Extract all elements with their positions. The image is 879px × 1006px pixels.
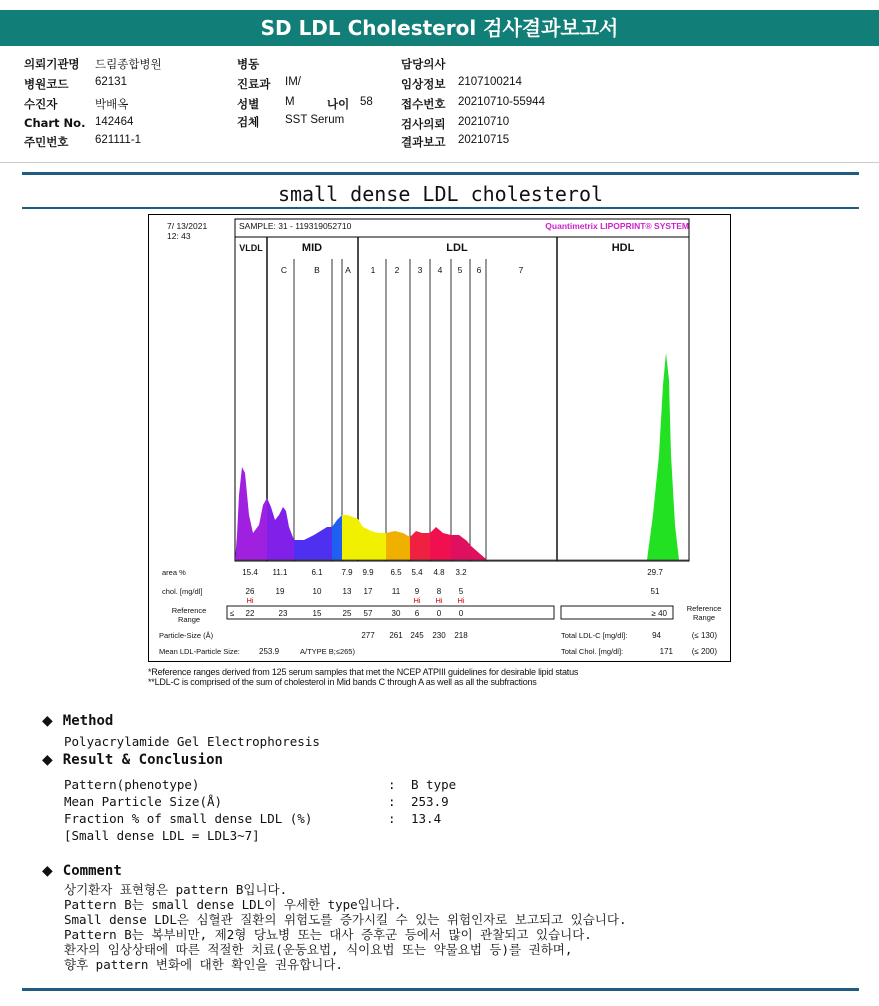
result-label-fraction: Fraction % of small dense LDL (%) xyxy=(64,811,313,826)
info-divider xyxy=(0,162,879,163)
document-title: small dense LDL cholesterol xyxy=(277,182,604,206)
ldl2-area xyxy=(386,531,410,560)
area-value: 4.8 xyxy=(433,568,445,577)
chart-svg xyxy=(149,215,732,663)
chol-value: 13 xyxy=(342,587,352,596)
label-report-date: 결과보고 xyxy=(401,135,446,149)
band-label: 1 xyxy=(370,265,376,275)
chol-value: 10 xyxy=(312,587,322,596)
label-department: 진료과 xyxy=(237,77,271,91)
chol-value: 19 xyxy=(275,587,285,596)
hi-flag: Hi xyxy=(435,596,443,605)
ldl1-area xyxy=(342,515,386,560)
result-colon-2: : xyxy=(388,794,396,809)
ldl4-area xyxy=(430,527,451,560)
comment-line-3: Small dense LDL은 심혈관 질환의 위험도를 증가시킬 수 있는 위험인자로 보고되고 있습니다. xyxy=(64,912,627,927)
ref-value: 0 xyxy=(436,609,442,618)
result-value-pattern: B type xyxy=(411,777,457,792)
label-ward: 병동 xyxy=(237,57,260,71)
label-age: 나이 xyxy=(327,97,350,111)
ref-value: 57 xyxy=(363,609,373,618)
mean-value: 253.9 xyxy=(259,647,280,656)
comment-line-6: 향후 pattern 변화에 대한 확인을 권유합니다. xyxy=(64,957,343,972)
label-request-date: 검사의뢰 xyxy=(401,117,446,131)
area-value: 3.2 xyxy=(455,568,467,577)
ldl5-area xyxy=(451,535,470,560)
particle-label: Particle-Size (Å) xyxy=(159,631,214,640)
total-ldl-label: Total LDL-C [mg/dl]: xyxy=(561,631,628,640)
band-a-area xyxy=(332,515,342,560)
ref-prefix: ≤ xyxy=(230,609,235,618)
comment-heading xyxy=(42,863,122,879)
value-age: 58 xyxy=(360,96,373,108)
value-department: IM/ xyxy=(285,76,301,88)
hdl-area-value: 29.7 xyxy=(647,568,663,577)
chol-value: 26 xyxy=(245,587,255,596)
band-c-area xyxy=(267,498,294,560)
footnote-2: **LDL-C is comprised of the sum of cholesterol in Mid bands C through A as well as all the subfractions xyxy=(148,677,537,687)
bottom-rule xyxy=(22,988,859,991)
comment-line-1: 상기환자 표현형은 pattern B입니다. xyxy=(64,882,288,897)
method-heading xyxy=(42,713,113,729)
hdl-area xyxy=(647,353,679,560)
band-label: 2 xyxy=(394,265,400,275)
mean-label: Mean LDL-Particle Size: xyxy=(159,647,240,656)
diamond-icon: ◆ xyxy=(42,752,53,768)
result-note: [Small dense LDL = LDL3~7] xyxy=(64,828,260,843)
comment-line-5: 환자의 임상상태에 따른 적절한 치료(운동요법, 식이요법 또는 약물요법 등)를 권하며, xyxy=(64,942,573,957)
result-label-size: Mean Particle Size(Å) xyxy=(64,794,223,809)
chol-value: 8 xyxy=(436,587,442,596)
label-clinical-info: 임상정보 xyxy=(401,77,446,91)
diamond-icon: ◆ xyxy=(42,713,53,729)
label-receipt-no: 접수번호 xyxy=(401,97,446,111)
label-chart-no: Chart No. xyxy=(24,116,86,130)
ref-value: 30 xyxy=(391,609,401,618)
hdl-ref-value: ≥ 40 xyxy=(651,609,667,618)
ldl6-area xyxy=(470,545,486,560)
band-label: 4 xyxy=(437,265,443,275)
ref-label: Reference xyxy=(171,606,207,615)
particle-value: 218 xyxy=(454,631,468,640)
particle-value: 230 xyxy=(432,631,446,640)
label-specimen: 검체 xyxy=(237,115,260,129)
ref-label-right: Reference xyxy=(686,604,722,613)
area-value: 5.4 xyxy=(411,568,423,577)
chol-value: 5 xyxy=(458,587,464,596)
total-ldl-ref: (≤ 130) xyxy=(691,631,717,640)
diamond-icon: ◆ xyxy=(42,863,53,879)
particle-value: 245 xyxy=(410,631,424,640)
hi-flag: Hi xyxy=(457,596,465,605)
value-report-date: 20210715 xyxy=(458,134,510,146)
chart-sample: SAMPLE: 31 - 119319052710 xyxy=(239,221,352,231)
ref-value: 6 xyxy=(414,609,420,618)
value-sex: M xyxy=(285,96,295,108)
band-label: 3 xyxy=(417,265,423,275)
result-heading xyxy=(42,752,223,768)
result-colon-1: : xyxy=(388,777,396,792)
area-value: 11.1 xyxy=(272,568,288,577)
group-label: HDL xyxy=(611,242,635,254)
method-heading-label: Method xyxy=(62,713,114,729)
value-request-date: 20210710 xyxy=(458,116,510,128)
particle-value: 277 xyxy=(361,631,375,640)
label-resident-no: 주민번호 xyxy=(24,135,69,149)
total-chol-value: 171 xyxy=(659,647,673,656)
chart-brand: Quantimetrix LIPOPRINT® SYSTEM xyxy=(545,221,689,231)
chart-time: 12: 43 xyxy=(167,231,191,241)
ref-value: 23 xyxy=(278,609,288,618)
total-chol-label: Total Chol. [mg/dl]: xyxy=(561,647,624,656)
chart-date: 7/ 13/2021 xyxy=(167,221,208,231)
result-colon-3: : xyxy=(388,811,396,826)
ref-label: Range xyxy=(177,615,201,624)
label-institution: 의뢰기관명 xyxy=(24,57,80,71)
value-receipt-no: 20210710-55944 xyxy=(458,96,545,108)
area-value: 15.4 xyxy=(242,568,258,577)
area-value: 6.1 xyxy=(311,568,323,577)
value-resident-no: 621111-1 xyxy=(95,134,142,146)
area-label: area % xyxy=(162,568,186,577)
method-text: Polyacrylamide Gel Electrophoresis xyxy=(64,734,320,749)
title-rule xyxy=(22,207,859,209)
label-patient: 수진자 xyxy=(24,97,58,111)
value-hospital-code: 62131 xyxy=(95,76,127,88)
ref-box-left xyxy=(227,606,554,619)
band-b-area xyxy=(294,527,332,560)
value-chart-no: 142464 xyxy=(95,116,134,128)
lipoprint-chart xyxy=(148,214,731,662)
value-specimen: SST Serum xyxy=(285,114,345,126)
total-chol-ref: (≤ 200) xyxy=(691,647,717,656)
chol-value: 9 xyxy=(414,587,420,596)
result-value-fraction: 13.4 xyxy=(411,811,442,826)
band-label: A xyxy=(345,265,351,275)
area-value: 7.9 xyxy=(341,568,353,577)
ref-value: 25 xyxy=(342,609,352,618)
ldl3-area xyxy=(410,531,430,560)
ref-value: 0 xyxy=(458,609,464,618)
band-label: C xyxy=(280,265,288,275)
hi-flag: Hi xyxy=(413,596,421,605)
particle-value: 261 xyxy=(389,631,403,640)
total-ldl-value: 94 xyxy=(652,631,661,640)
hdl-chol-value: 51 xyxy=(650,587,660,596)
group-label: LDL xyxy=(446,242,468,254)
chol-value: 11 xyxy=(391,587,401,596)
comment-line-2: Pattern B는 small dense LDL이 우세한 type입니다. xyxy=(64,897,402,912)
result-value-size: 253.9 xyxy=(411,794,449,809)
ref-value: 22 xyxy=(245,609,255,618)
label-doctor: 담당의사 xyxy=(401,57,446,71)
value-clinical-info: 2107100214 xyxy=(458,76,522,88)
result-label-pattern: Pattern(phenotype) xyxy=(64,777,200,792)
group-label: VLDL xyxy=(239,243,263,253)
band-label: 7 xyxy=(518,265,524,275)
band-label: 6 xyxy=(476,265,482,275)
label-hospital-code: 병원코드 xyxy=(24,77,69,91)
ref-label-right: Range xyxy=(692,613,716,622)
chol-label: chol. [mg/dl] xyxy=(162,587,203,596)
group-label: MID xyxy=(301,242,323,254)
band-label: 5 xyxy=(457,265,463,275)
mean-type: A/TYPE B;≤265) xyxy=(300,647,355,656)
footnote-1: *Reference ranges derived from 125 serum samples that met the NCEP ATPIII guidelines for desirable lipid status xyxy=(148,667,579,677)
label-sex: 성별 xyxy=(237,97,260,111)
chol-value: 17 xyxy=(363,587,373,596)
comment-heading-label: Comment xyxy=(62,863,122,879)
top-rule xyxy=(22,172,859,175)
value-institution: 드림종합병원 xyxy=(95,59,162,71)
area-value: 9.9 xyxy=(362,568,374,577)
patient-info xyxy=(0,54,879,162)
area-value: 6.5 xyxy=(390,568,402,577)
ref-value: 15 xyxy=(312,609,322,618)
band-label: B xyxy=(314,265,320,275)
comment-line-4: Pattern B는 복부비만, 제2형 당뇨병 또는 대사 증후군 등에서 많이 관찰되고 있습니다. xyxy=(64,927,592,942)
hi-flag: Hi xyxy=(246,596,254,605)
result-heading-label: Result & Conclusion xyxy=(62,752,223,768)
vldl-area xyxy=(235,467,267,560)
report-title: SD LDL Cholesterol 검사결과보고서 xyxy=(0,10,879,46)
value-patient: 박배옥 xyxy=(95,99,129,111)
